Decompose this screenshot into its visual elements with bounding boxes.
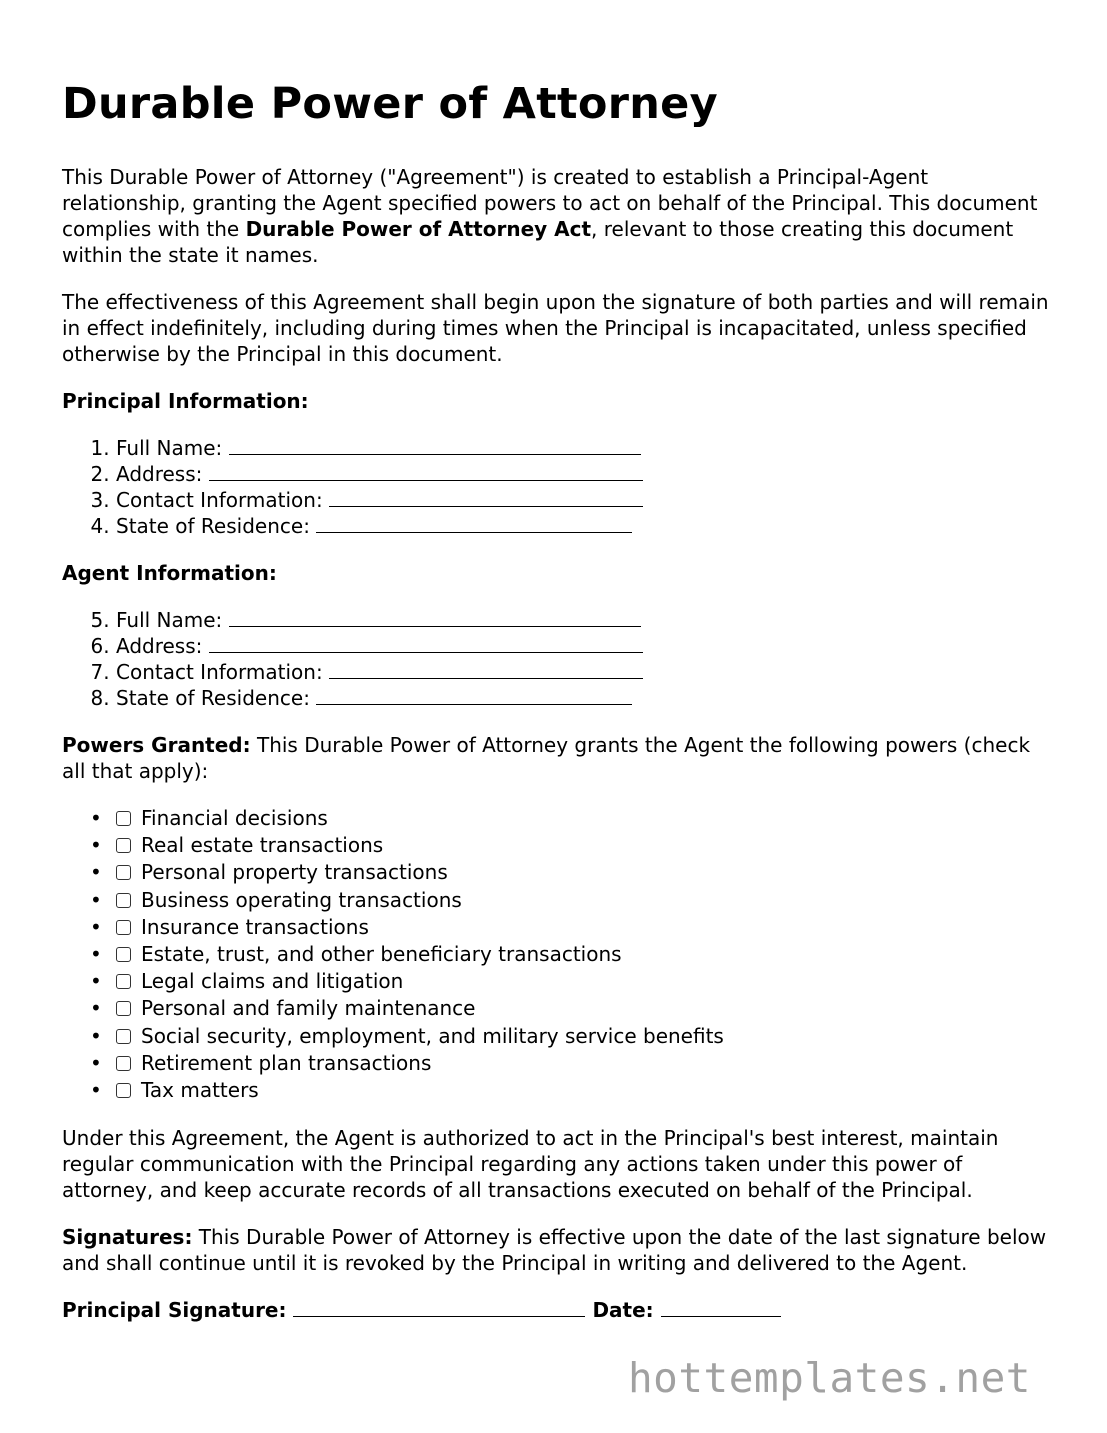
agent-heading: Agent Information: — [62, 561, 277, 585]
fill-line[interactable] — [329, 488, 643, 507]
principal-state[interactable]: 4. State of Residence: — [116, 513, 1052, 539]
principal-heading: Principal Information: — [62, 389, 309, 413]
power-item[interactable]: • Business operating transactions — [116, 887, 1052, 914]
power-item[interactable]: • Retirement plan transactions — [116, 1050, 1052, 1077]
watermark: hottemplates.net — [628, 1354, 1031, 1402]
date-line[interactable] — [661, 1298, 781, 1317]
act-name: Durable Power of Attorney Act — [245, 217, 592, 241]
bullet-icon: • — [90, 887, 102, 912]
checkbox-icon[interactable] — [116, 893, 131, 908]
agent-full-name[interactable]: 5. Full Name: — [116, 607, 1052, 633]
principal-signature-line[interactable] — [293, 1298, 585, 1317]
fill-line[interactable] — [316, 514, 632, 533]
powers-list — [62, 805, 1052, 1104]
bullet-icon: • — [90, 996, 102, 1021]
effectiveness-paragraph: The effectiveness of this Agreement shall begin upon the signature of both parties and will remain in effect indefinitely, including during times when the Principal is incapacitated, unless specified otherwise by the Principal in this document. — [62, 290, 1049, 366]
principal-fields — [62, 435, 1052, 539]
powers-text: This Durable Power of Attorney grants the Agent the following powers (check all that apply): — [62, 733, 1031, 783]
bullet-icon: • — [90, 833, 102, 858]
checkbox-icon[interactable] — [116, 865, 131, 880]
power-item[interactable]: • Personal property transactions — [116, 859, 1052, 886]
bullet-icon: • — [90, 1078, 102, 1103]
checkbox-icon[interactable] — [116, 838, 131, 853]
checkbox-icon[interactable] — [116, 811, 131, 826]
principal-full-name[interactable]: 1. Full Name: — [116, 435, 1052, 461]
fill-line[interactable] — [329, 660, 643, 679]
powers-paragraph — [62, 732, 1052, 784]
document-page — [62, 78, 1052, 1323]
intro-text: This Durable Power of Attorney ("Agreement") is created to establish a Principal-Agent relationship, granting the Agent specified powers to act on behalf of the Principal. This document complies with the — [62, 165, 1038, 241]
checkbox-icon[interactable] — [116, 947, 131, 962]
signatures-text: This Durable Power of Attorney is effective upon the date of the last signature below and shall continue until it is revoked by the Principal in writing and delivered to the Agent. — [62, 1225, 1047, 1276]
agent-contact[interactable]: 7. Contact Information: — [116, 659, 1052, 685]
bullet-icon: • — [90, 914, 102, 939]
fill-line[interactable] — [229, 608, 641, 627]
power-item[interactable]: • Personal and family maintenance — [116, 995, 1052, 1022]
bullet-icon: • — [90, 860, 102, 885]
power-item[interactable]: • Tax matters — [116, 1077, 1052, 1104]
fill-line[interactable] — [316, 686, 632, 705]
power-item[interactable]: • Financial decisions — [116, 805, 1052, 832]
checkbox-icon[interactable] — [116, 1001, 131, 1016]
bullet-icon: • — [90, 1023, 102, 1048]
power-item[interactable]: • Real estate transactions — [116, 832, 1052, 859]
principal-signature-row — [62, 1297, 1052, 1323]
bullet-icon: • — [90, 806, 102, 830]
bullet-icon: • — [90, 969, 102, 994]
checkbox-icon[interactable] — [116, 1083, 131, 1098]
agent-fields — [62, 607, 1052, 711]
principal-signature-label: Principal Signature: — [62, 1298, 287, 1323]
bullet-icon: • — [90, 1050, 102, 1075]
power-item[interactable]: • Estate, trust, and other beneficiary transactions — [116, 941, 1052, 968]
bullet-icon: • — [90, 942, 102, 967]
power-item[interactable]: • Insurance transactions — [116, 914, 1052, 941]
document-title: Durable Power of Attorney — [62, 79, 718, 129]
checkbox-icon[interactable] — [116, 974, 131, 989]
intro-text-end: , relevant to those creating this document within the state it names. — [62, 217, 1014, 267]
power-item[interactable]: • Social security, employment, and military service benefits — [116, 1023, 1052, 1050]
fill-line[interactable] — [229, 436, 641, 455]
checkbox-icon[interactable] — [116, 1029, 131, 1044]
principal-contact[interactable]: 3. Contact Information: — [116, 487, 1052, 513]
date-label: Date: — [592, 1298, 654, 1323]
signatures-label: Signatures: — [62, 1225, 193, 1250]
principal-address[interactable]: 2. Address: — [116, 461, 1052, 487]
agent-address[interactable]: 6. Address: — [116, 633, 1052, 659]
checkbox-icon[interactable] — [116, 1056, 131, 1071]
powers-label: Powers Granted: — [62, 733, 251, 757]
authority-paragraph: Under this Agreement, the Agent is authorized to act in the Principal's best interest, maintain regular communication with the Principal regarding any actions taken under this power of attorney, and keep accurate records of all transactions executed on behalf of the Principal. — [62, 1126, 999, 1203]
agent-state[interactable]: 8. State of Residence: — [116, 685, 1052, 711]
signatures-paragraph — [62, 1224, 1052, 1276]
checkbox-icon[interactable] — [116, 920, 131, 935]
power-item[interactable]: • Legal claims and litigation — [116, 968, 1052, 995]
intro-paragraph — [62, 164, 1052, 268]
fill-line[interactable] — [209, 634, 643, 653]
fill-line[interactable] — [209, 462, 643, 481]
